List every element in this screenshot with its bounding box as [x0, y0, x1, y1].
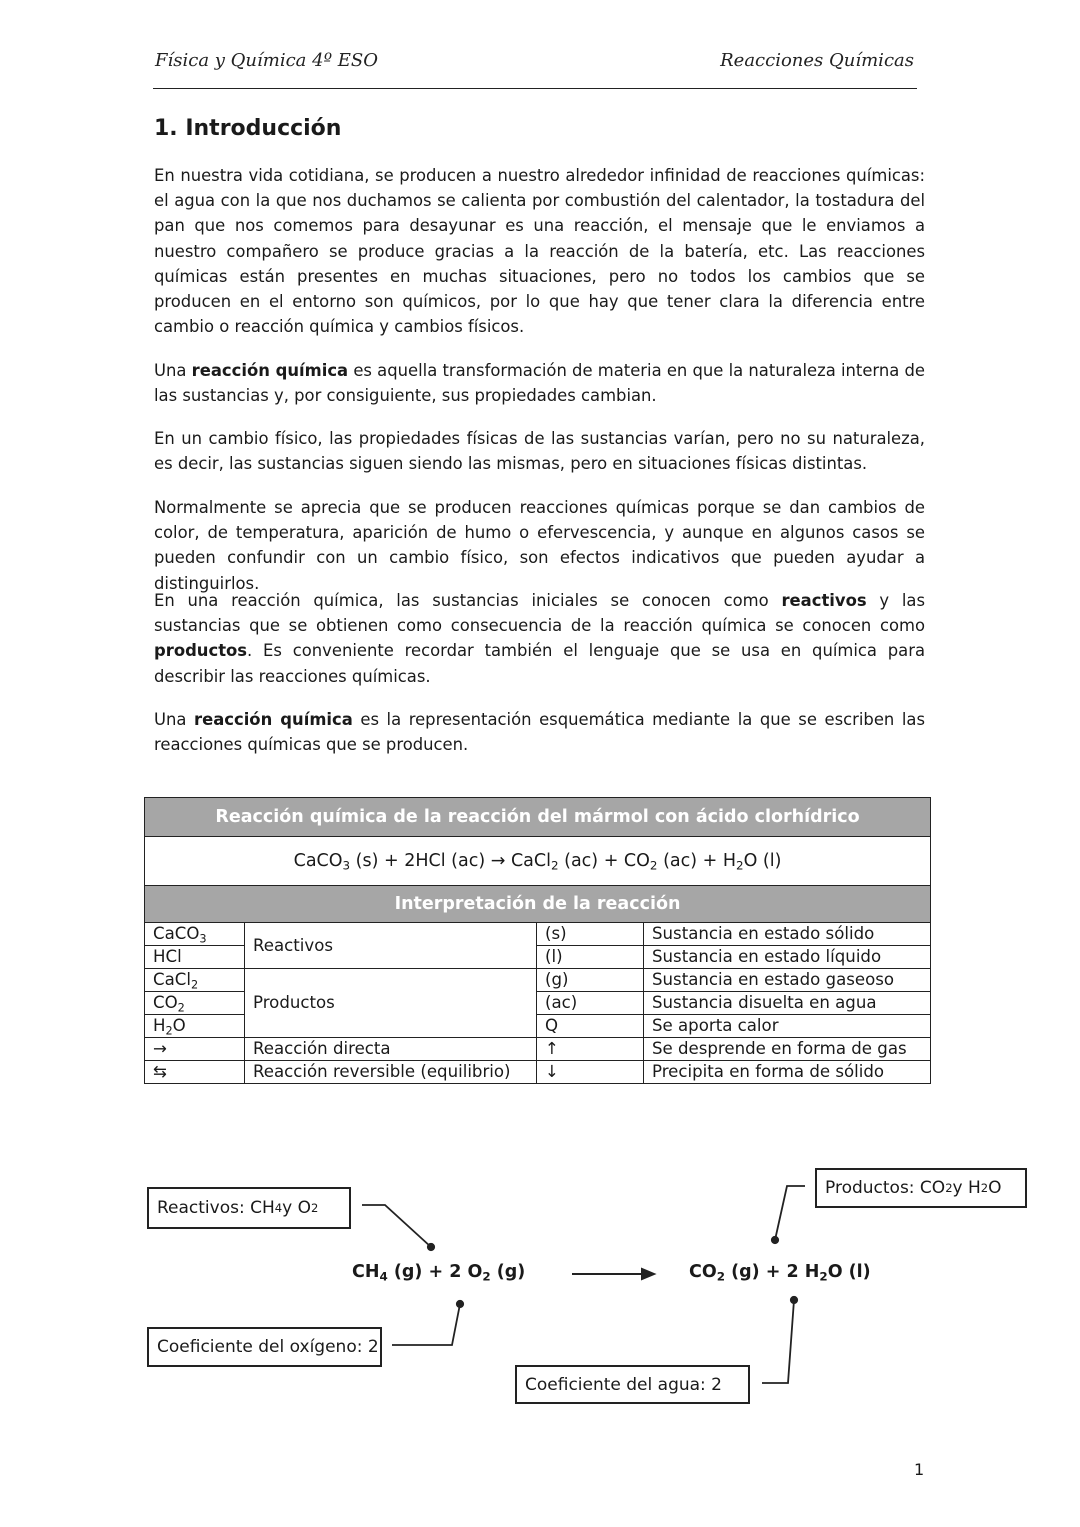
connector-reactivos	[362, 1205, 434, 1250]
header-subject: Física y Química 4º ESO	[155, 50, 378, 71]
term-reaccion-quimica-2: reacción química	[194, 710, 353, 729]
meaning-productos: Productos	[245, 969, 537, 1038]
symbol-cell: CaCl$_2$	[145, 969, 245, 992]
paragraph-intro: En nuestra vida cotidiana, se producen a nuestro alrededor infinidad de reacciones químicas: el agua con la que nos duchamos se calienta por combustión del calentador, la tostadura del pan que nos comemos para desayunar es una reacción, el mensaje que le enviamos a nuestro compañero se produce gracias a la reacción de la batería, etc. Las reacciones químicas están presentes en muchas situaciones, pero no todos los cambios que se producen en el entorno son químicos, por lo que hay que tener clara la diferencia entre cambio o reacción química y cambios físicos.	[154, 166, 925, 337]
state-symbol: (ac)	[537, 992, 644, 1015]
paragraph-indicators: Normalmente se aprecia que se producen reacciones químicas porque se dan cambios de color, de temperatura, aparición de humo o efervescencia, y aunque en algunos casos se pueden confundir con un cambio físico, son efectos indicativos que pueden ayudar a distinguirlos.	[154, 498, 925, 593]
arrow-reversible-icon: ⇆	[145, 1061, 245, 1084]
label-reactivos: Reactivos: CH 4 y O 2	[147, 1187, 351, 1229]
state-symbol: Q	[537, 1015, 644, 1038]
connector-agua	[762, 1297, 797, 1383]
symbol-cell: $CO_2$	[145, 992, 245, 1015]
term-reactivos: reactivos	[781, 591, 867, 610]
label-coef-oxigeno: Coeficiente del oxígeno: 2	[147, 1327, 382, 1367]
paragraph-reactants-products: En una reacción química, las sustancias iniciales se conocen como reactivos y las sustancias que se obtienen como consecuencia de la reacción química se conocen como productos. Es conveniente recordar también el lenguaje que se usa en química para describir las reacciones químicas.	[154, 591, 925, 686]
arrow-down-icon: ↓	[537, 1061, 644, 1084]
paragraph-physical-change: En un cambio físico, las propiedades físicas de las sustancias varían, pero no su naturaleza, es decir, las sustancias siguen siendo las mismas, pero en situaciones físicas distintas.	[154, 429, 925, 474]
equation-left-side: $CH_4$ (g) + 2 $O_2$ (g)	[352, 1262, 526, 1284]
symbol-cell: CaCO$_3$	[145, 923, 245, 946]
header-topic: Reacciones Químicas	[720, 50, 914, 71]
reaction-arrow-icon	[572, 1269, 654, 1279]
state-symbol: (s)	[537, 923, 644, 946]
arrow-up-icon: ↑	[537, 1038, 644, 1061]
paragraph-definition-reaction: Una reacción química es aquella transformación de materia en que la naturaleza interna de las sustancias y, por consiguiente, sus propiedades cambian.	[154, 361, 925, 406]
state-meaning: Sustancia en estado líquido	[644, 946, 931, 969]
state-meaning: Sustancia en estado sólido	[644, 923, 931, 946]
label-coef-agua: Coeficiente del agua: 2	[515, 1365, 750, 1404]
connector-productos	[772, 1186, 805, 1243]
state-meaning: Sustancia en estado gaseoso	[644, 969, 931, 992]
meaning-reversible: Reacción reversible (equilibrio)	[245, 1061, 537, 1084]
table-title: Reacción química de la reacción del mármol con ácido clorhídrico	[145, 798, 931, 837]
table-equation: CaCO$_3$ (s) + 2HCl (ac) → CaCl$_2$ $(ac) + CO_2$ $(ac) + H_2O$ (l)	[145, 837, 931, 886]
arrow-direct-icon: →	[145, 1038, 245, 1061]
symbol-cell: HCl	[145, 946, 245, 969]
term-productos: productos	[154, 641, 248, 661]
section-title: 1. Introducción	[154, 116, 342, 141]
state-meaning: Sustancia disuelta en agua	[644, 992, 931, 1015]
label-productos: Productos: CO 2 y H 2 O	[815, 1168, 1027, 1208]
page-number: 1	[914, 1460, 925, 1479]
state-meaning: Se desprende en forma de gas	[644, 1038, 931, 1061]
state-symbol: (l)	[537, 946, 644, 969]
meaning-reactivos: Reactivos	[245, 923, 537, 969]
term-reaccion-quimica: reacción química	[191, 361, 349, 380]
meaning-directa: Reacción directa	[245, 1038, 537, 1061]
state-symbol: (g)	[537, 969, 644, 992]
paragraph-representation: Una reacción química es la representación esquemática mediante la que se escriben las reacciones químicas que se producen.	[154, 710, 925, 755]
state-meaning: Precipita en forma de sólido	[644, 1061, 931, 1084]
state-meaning: Se aporta calor	[644, 1015, 931, 1038]
symbol-cell: $H_2O$	[145, 1015, 245, 1038]
equation-right-side: $CO_2$ (g) + 2 $H_2O$ (l)	[689, 1262, 871, 1284]
connector-oxigeno	[392, 1301, 463, 1345]
interpretation-title: Interpretación de la reacción	[145, 886, 931, 923]
